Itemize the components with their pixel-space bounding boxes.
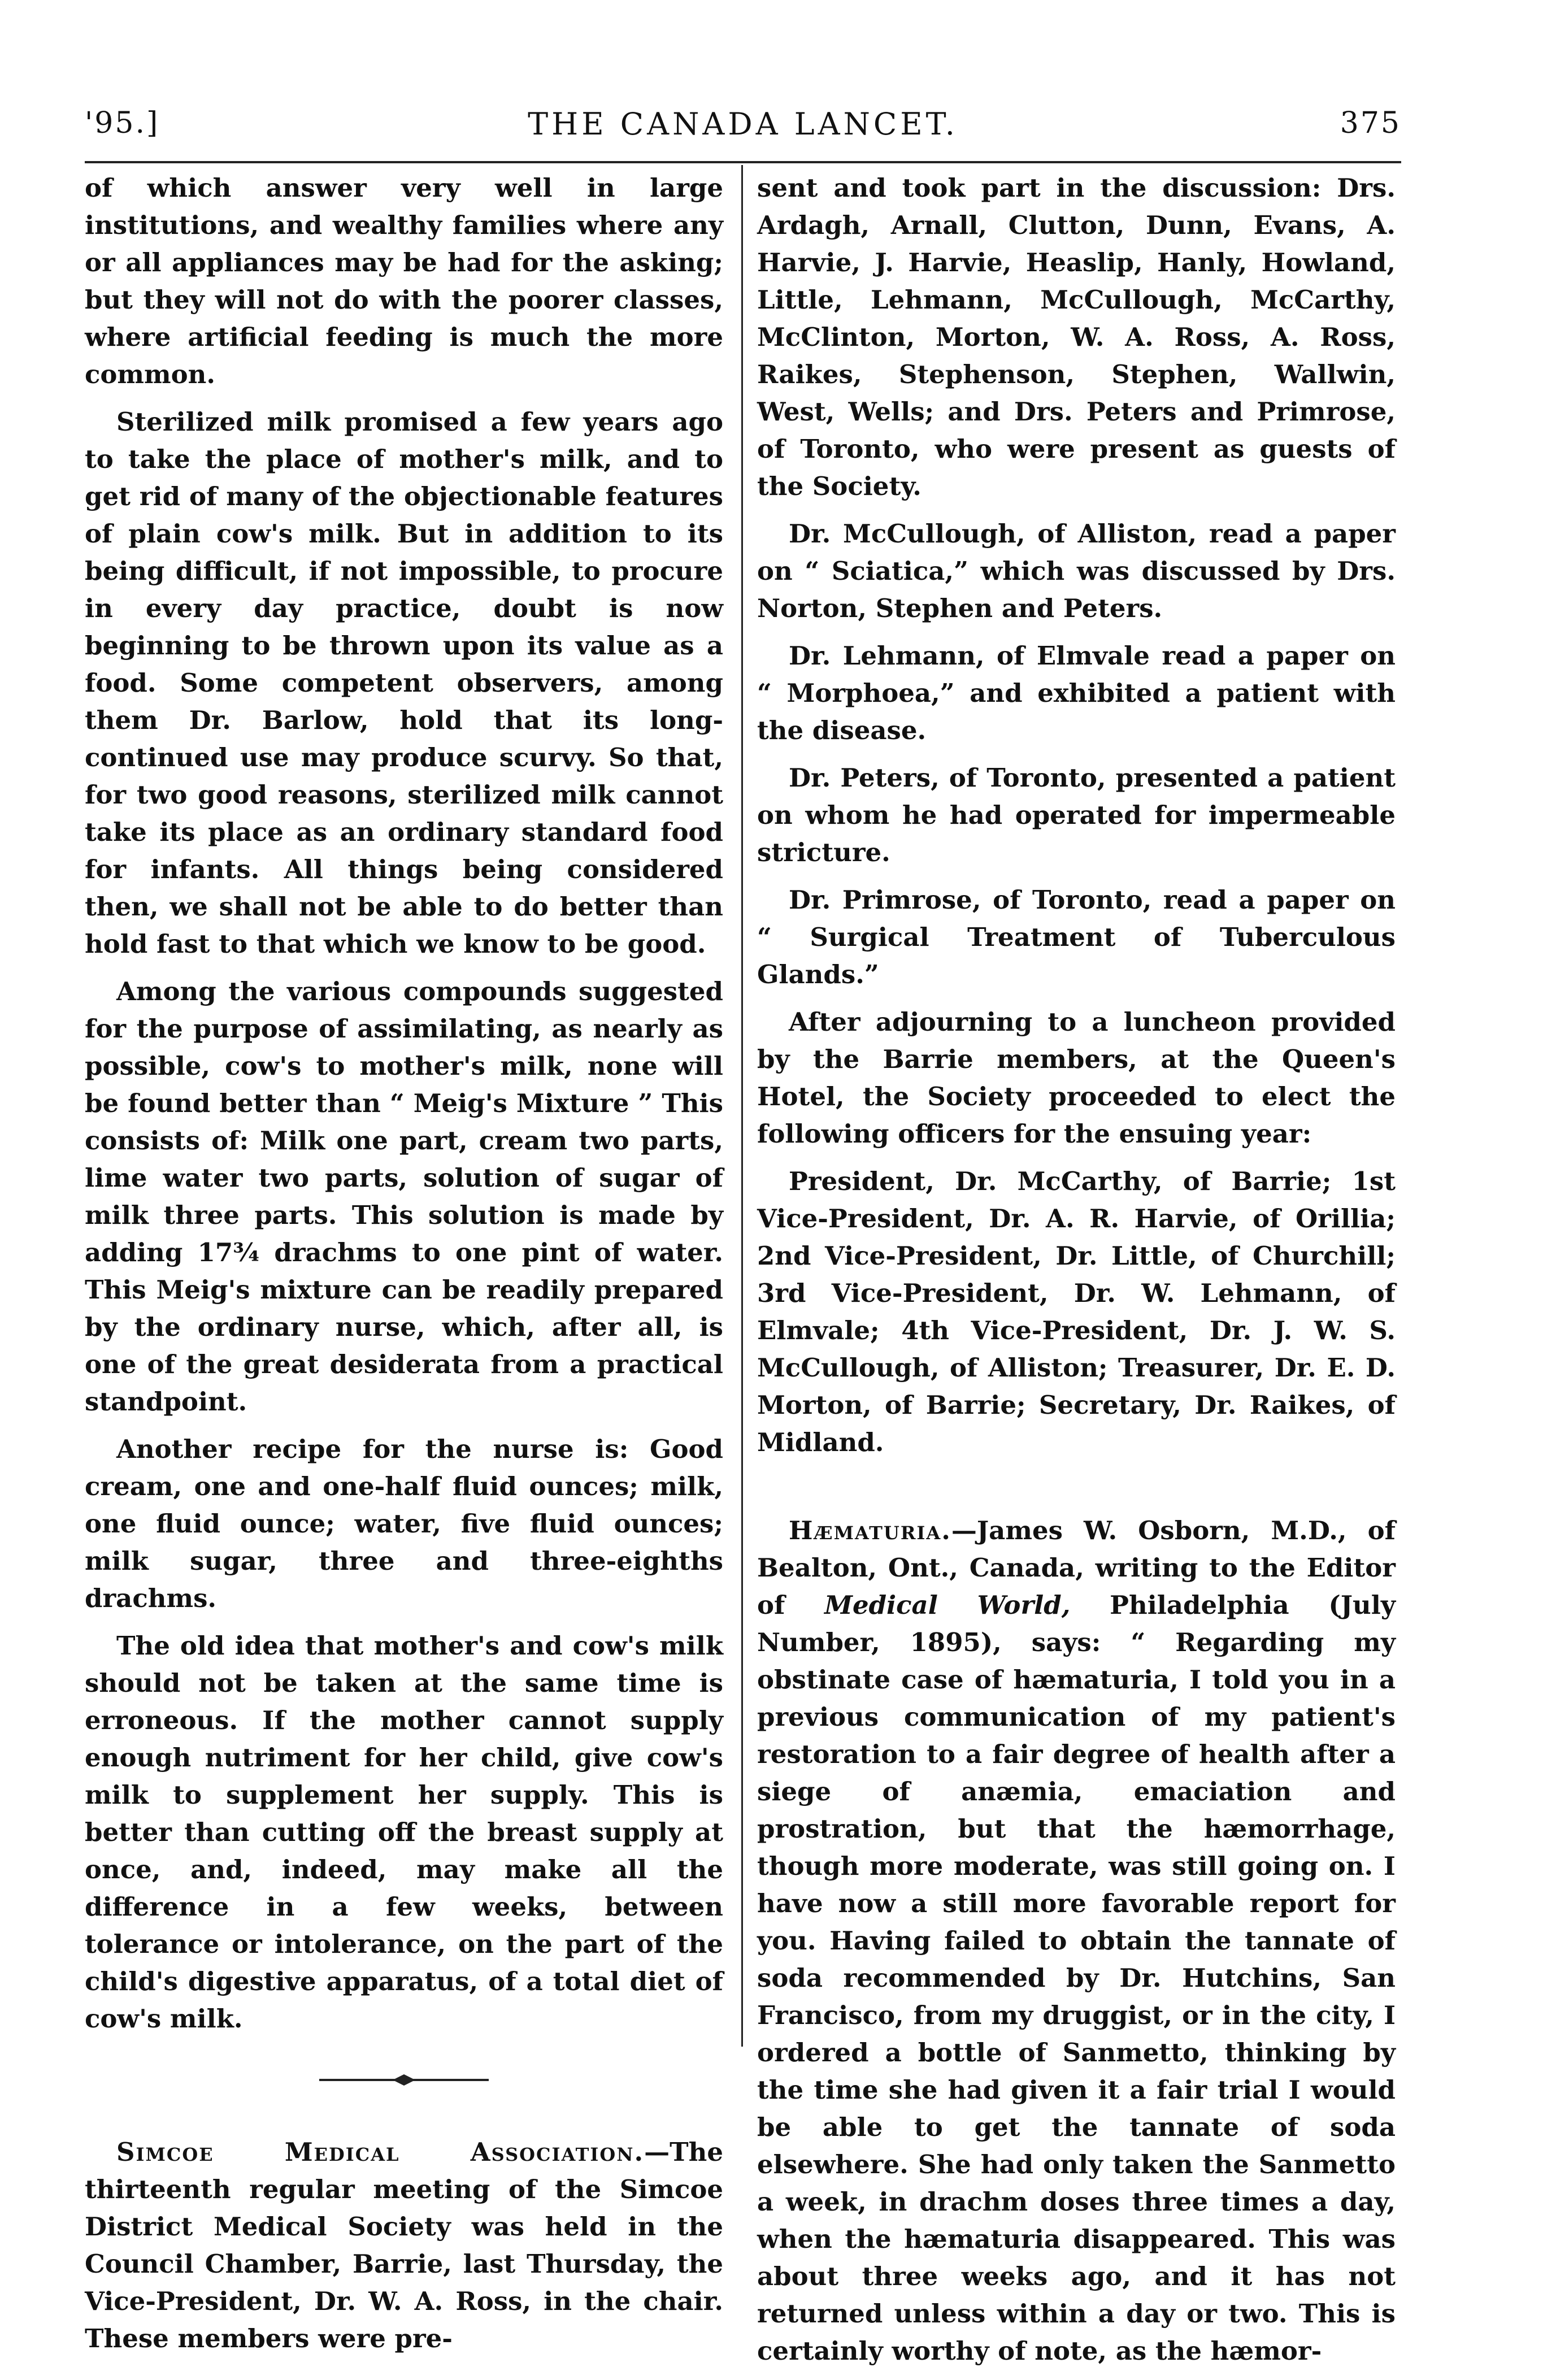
members-paragraph: sent and took part in the discussion: Drs. Ardagh, Arnall, Clutton, Dunn, Evans, A. Harvie, J. Harvie, Heaslip, Hanly, Howland, Little, Lehmann, McCullough, McCarthy, McClinton, Morton, W. A. Ross, A. Ross, Raikes, Stephenson, Stephen, Wallwin, West, Wells; and Drs. Peters and Primrose, of Toronto, who were present as guests of the Society.: [757, 173, 1396, 501]
morphoea-paragraph: Dr. Lehmann, of Elmvale read a paper on “ Morphoea,” and exhibited a patient with the disease.: [757, 641, 1396, 745]
section-ornament: [85, 2071, 723, 2094]
haematuria-text-1: —James W. Osborn, M.D., of Bealton, Ont., Canada, writing to the Editor of: [757, 1515, 1396, 1620]
paragraph-1: of which answer very well in large institutions, and wealthy families where any or all appliances may be had for the asking; but they will not do with the poorer classes, where artificial feeding is much the more common.: [85, 173, 723, 389]
haematuria-heading: Hæmaturia.: [789, 1515, 951, 1545]
journal-name: Medical World,: [824, 1590, 1071, 1620]
simcoe-text: —The thirteenth regular meeting of the Simcoe District Medical Society was held in the Council Chamber, Barrie, last Thursday, the Vice-President, Dr. W. A. Ross, in the chair. These members were pre-: [85, 2137, 723, 2353]
haematuria-paragraph: [757, 1512, 1396, 2370]
paragraph-meigs-mixture: Among the various compounds suggested for the purpose of assimilating, as nearly as possible, cow's to mother's milk, none will be found better than “ Meig's Mixture ” This consists of: Milk one part, cream two parts, lime water two parts, solution of sugar of milk three parts. This solution is made by adding 17¾ drachms to one pint of water. This Meig's mixture can be readily prepared by the ordinary nurse, which, after all, is one of the great desiderata from a practical standpoint.: [85, 976, 723, 1417]
luncheon-paragraph: After adjourning to a luncheon provided by the Barrie members, at the Queen's Hotel, the Society proceeded to elect the following officers for the ensuing year:: [757, 1007, 1396, 1149]
running-header: [85, 106, 1401, 151]
left-column: [85, 170, 723, 2368]
simcoe-heading: Simcoe Medical Association.: [116, 2137, 645, 2167]
header-rule: [85, 161, 1401, 163]
header-year: '95.]: [85, 106, 160, 140]
paragraph-old-idea: The old idea that mother's and cow's milk should not be taken at the same time is erroneous. If the mother cannot supply enough nutriment for her child, give cow's milk to supplement her supply. This is better than cutting off the breast supply at once, and, indeed, may make all the difference in a few weeks, between tolerance or intolerance, on the part of the child's digestive apparatus, of a total diet of cow's milk.: [85, 1631, 723, 2034]
sciatica-paragraph: Dr. McCullough, of Alliston, read a paper on “ Sciatica,” which was discussed by Drs. Norton, Stephen and Peters.: [757, 519, 1396, 623]
simcoe-association-paragraph: [85, 2134, 723, 2357]
officers-paragraph: President, Dr. McCarthy, of Barrie; 1st Vice-President, Dr. A. R. Harvie, of Orillia; 2nd Vice-President, Dr. Little, of Churchill; 3rd Vice-President, Dr. W. Lehmann, of Elmvale; 4th Vice-President, Dr. J. W. S. McCullough, of Alliston; Treasurer, Dr. E. D. Morton, of Barrie; Secretary, Dr. Raikes, of Midland.: [757, 1166, 1396, 1457]
stricture-paragraph: Dr. Peters, of Toronto, presented a patient on whom he had operated for impermeable stricture.: [757, 763, 1396, 867]
ornament-rule-icon: [319, 2071, 489, 2088]
right-column: [757, 170, 1396, 2380]
haematuria-text-2: Philadelphia (July Number, 1895), says: “ Regarding my obstinate case of hæmaturia, I told you in a previous communication of my patient's restoration to a fair degree of health after a siege of anæmia, emaciation and prostration, but that the hæmorrhage, though more moderate, was still going on. I have now a still more favorable report for you. Having failed to obtain the tannate of soda recommended by Dr. Hutchins, San Francisco, from my druggist, or in the city, I ordered a bottle of Sanmetto, thinking by the time she had given it a fair trial I would be able to get the tannate of soda elsewhere. She had only taken the Sanmetto a week, in drachm doses three times a day, when the hæmaturia disappeared. This was about three weeks ago, and it has not returned unless within a day or two. This is certainly worthy of note, as the hæmor-: [757, 1590, 1396, 2366]
column-divider: [741, 165, 743, 2047]
paragraph-sterilized-milk: Sterilized milk promised a few years ago to take the place of mother's milk, and to get rid of many of the objectionable features of plain cow's milk. But in addition to its being difficult, if not impossible, to procure in every day practice, doubt is now beginning to be thrown upon its value as a food. Some competent observers, among them Dr. Barlow, hold that its long-continued use may produce scurvy. So that, for two good reasons, sterilized milk cannot take its place as an ordinary standard food for infants. All things being considered then, we shall not be able to do better than hold fast to that which we know to be good.: [85, 407, 723, 959]
page-number: 375: [1340, 106, 1401, 140]
paragraph-recipe: Another recipe for the nurse is: Good cream, one and one-half fluid ounces; milk, one fluid ounce; water, five fluid ounces; milk sugar, three and three-eighths drachms.: [85, 1434, 723, 1613]
glands-paragraph: Dr. Primrose, of Toronto, read a paper on “ Surgical Treatment of Tuberculous Glands.”: [757, 885, 1396, 989]
journal-title: THE CANADA LANCET.: [528, 106, 958, 142]
